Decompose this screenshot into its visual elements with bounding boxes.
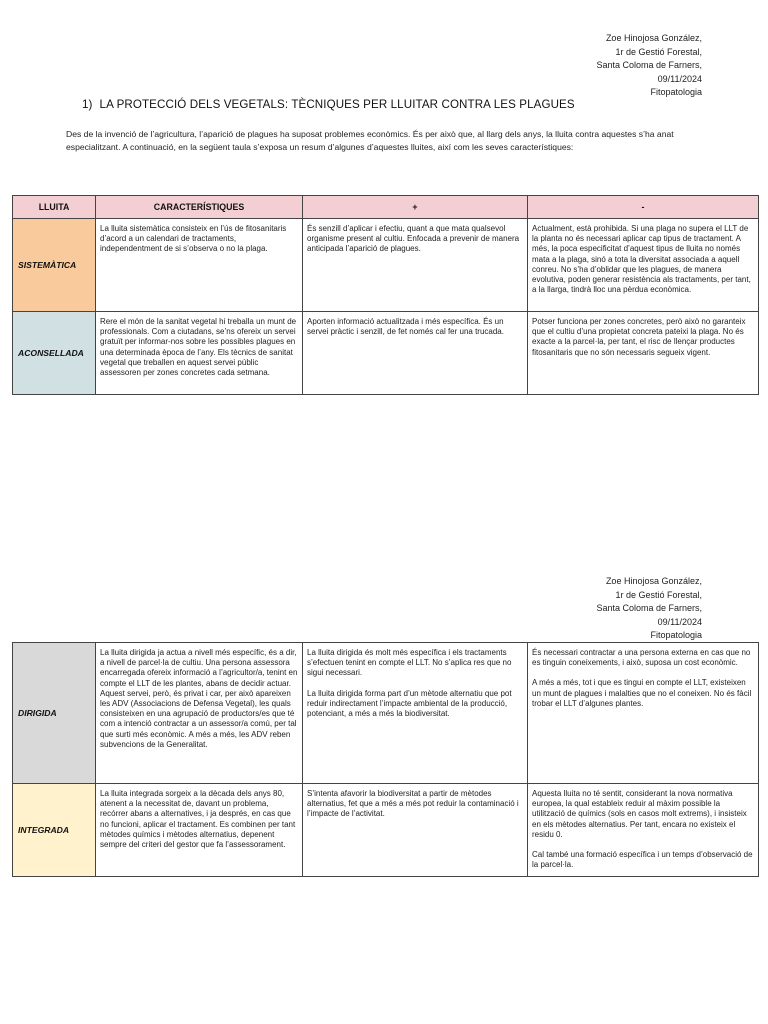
- cell-features: Rere el món de la sanitat vegetal hi treballa un munt de professionals. Com a ciutadans, se’ns ofereix un servei gratuït per informar-nos sobre les possibles plagues en una determinada època de l’any. Els tècnics de sanitat vegetal que treballen en aquest servei públic assessoren per zones concretes cada setmana.: [96, 312, 303, 395]
- header-caracteristiques: CARACTERÍSTIQUES: [96, 196, 303, 219]
- cell-cons: Potser funciona per zones concretes, però això no garanteix que el cultiu d’una propietat concreta pateixi la plaga. No és exacte a la parcel·la, per tant, el risc de llençar productes fitosanitaris que no són necessaris segueix vigent.: [528, 312, 759, 395]
- cell-features: La lluita dirigida ja actua a nivell més específic, és a dir, a nivell de parcel·la de cultiu. Una persona assessora encarregada ofereix informació a l’agricultor/a, tenint en compte el LLT de les plantes, abans de decidir actuar. Aquest servei, però, és privat i car, per això apareixen les ADV (Associacions de Defensa Vegetal), les quals consisteixen en una agrupació de productors/es que té com a intenció contractar a un assessor/a comú, per tal que surti més econòmic. A més a més, les ADV reben subvencions de la Generalitat.: [96, 643, 303, 784]
- cell-features: La lluita sistemàtica consisteix en l’ús de fitosanitaris d’acord a un calendari de tractaments, independentment de si s’observa o no la plaga.: [96, 219, 303, 312]
- row-label-integrada: INTEGRADA: [13, 784, 96, 877]
- intro-paragraph: Des de la invenció de l’agricultura, l’aparició de plagues ha suposat problemes econòmics. És per això que, al llarg dels anys, la lluita contra aquestes s’ha anat especialitzant. A continuació, en la següent taula s’exposa un resum d’algunes d’aquestes lluites, així com les seves característiques:: [66, 129, 674, 153]
- document-subject: Fitopatologia: [650, 87, 702, 98]
- title-number: 1): [82, 98, 93, 111]
- cell-cons-paragraph: És necessari contractar a una persona externa en cas que no es tinguin coneixements, i això, suposa un cost econòmic.: [532, 648, 751, 668]
- pest-control-table-continued: [12, 642, 759, 877]
- cell-cons: [528, 643, 759, 784]
- author-course: 1r de Gestió Forestal,: [615, 46, 702, 57]
- row-label-dirigida: DIRIGIDA: [13, 643, 96, 784]
- author-place: Santa Coloma de Farners,: [596, 603, 702, 614]
- table-row: [13, 219, 759, 312]
- pest-control-table: [12, 195, 759, 395]
- cell-features: La lluita integrada sorgeix a la dècada dels anys 80, atenent a la necessitat de, davant un problema, recórrer abans a alternatives, i ja després, en cas que no funcioni, aplicar el tractament. Es combinen per tant mètodes químics i mètodes alternatius, depenent sempre del criteri del gestor que fa l’assessorament.: [96, 784, 303, 877]
- cell-pros: S’intenta afavorir la biodiversitat a partir de mètodes alternatius, fet que a més a més pot reduir la contaminació i l’impacte de l’activitat.: [303, 784, 528, 877]
- row-label-sistematica: SISTEMÀTICA: [13, 219, 96, 312]
- document-date: 09/11/2024: [657, 616, 702, 627]
- document-date: 09/11/2024: [657, 73, 702, 84]
- document-subject: Fitopatologia: [650, 630, 702, 641]
- cell-cons-paragraph: A més a més, tot i que es tingui en compte el LLT, existeixen un munt de plagues i malalties que no el coneixen. No és fàcil trobar el LLT d’algunes plantes.: [532, 678, 752, 708]
- author-place: Santa Coloma de Farners,: [596, 60, 702, 71]
- author-course: 1r de Gestió Forestal,: [615, 589, 702, 600]
- author-header-page-2: [596, 575, 702, 643]
- cell-cons-paragraph: Aquesta lluita no té sentit, considerant la nova normativa europea, la qual estableix reduir al màxim possible la utilització de químics (sols en casos molt extrems), i insisteix en els mètodes alternatius. Per tant, encara no existeix el residu 0.: [532, 789, 747, 839]
- author-name: Zoe Hinojosa González,: [605, 576, 702, 586]
- author-name: Zoe Hinojosa González,: [605, 33, 702, 43]
- table-row: [13, 312, 759, 395]
- header-cons: -: [528, 196, 759, 219]
- table-row: [13, 784, 759, 877]
- table-row: [13, 643, 759, 784]
- row-label-aconsellada: ACONSELLADA: [13, 312, 96, 395]
- author-header: [596, 32, 702, 100]
- cell-pros: Aporten informació actualitzada i més específica. És un servei pràctic i senzill, de fet només cal fer una trucada.: [303, 312, 528, 395]
- header-pros: +: [303, 196, 528, 219]
- cell-cons-paragraph: Cal també una formació específica i un temps d’observació de la parcel·la.: [532, 850, 753, 870]
- cell-cons: Actualment, està prohibida. Si una plaga no supera el LLT de la planta no és necessari aplicar cap tipus de tractament. A més, la poca especificitat d’aquest tipus de lluita no només mata a la plaga, sinó a tota la diversitat associada a aquell conreu. No s’ha d’oblidar que les plagues, de manera evolutiva, poden generar resistència als tractaments, per tant, a la llarga, tindrà lloc una pèrdua econòmica.: [528, 219, 759, 312]
- cell-pros: És senzill d’aplicar i efectiu, quant a que mata qualsevol organisme present al cultiu. Enfocada a prevenir de manera anticipada l’aparició de plagues.: [303, 219, 528, 312]
- title-text: LA PROTECCIÓ DELS VEGETALS: TÈCNIQUES PER LLUITAR CONTRA LES PLAGUES: [99, 98, 575, 111]
- header-lluita: LLUITA: [13, 196, 96, 219]
- cell-cons: [528, 784, 759, 877]
- table-header-row: [13, 196, 759, 219]
- cell-pros-paragraph: La lluita dirigida forma part d’un mètode alternatiu que pot reduir indirectament l’impacte ambiental de la producció, potenciant, a més a més la biodiversitat.: [307, 688, 512, 719]
- page-title: [82, 98, 575, 111]
- cell-pros: [303, 643, 528, 784]
- cell-pros-paragraph: La lluita dirigida és molt més específica i els tractaments s’efectuen tenint en compte el LLT. No s’aplica res que no sigui necessari.: [307, 648, 512, 678]
